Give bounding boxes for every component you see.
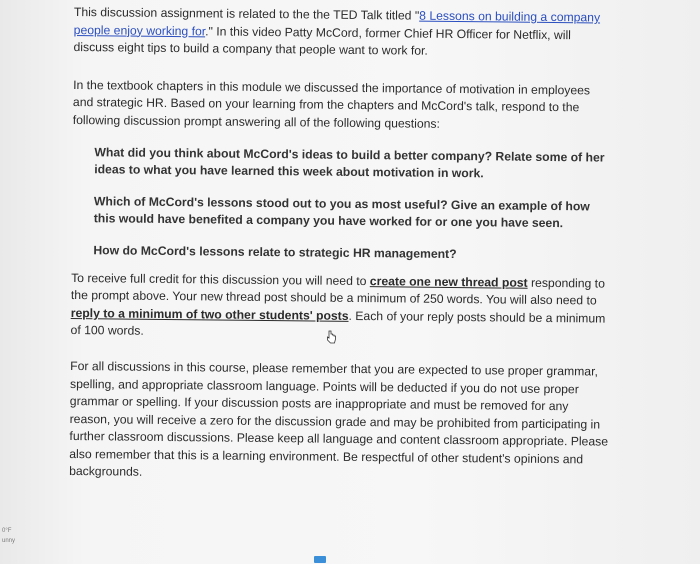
reply-requirement-emphasis: reply to a minimum of two other students' posts	[70, 305, 349, 323]
question-1: What did you think about McCord's ideas to build a better company? Relate some of her ideas to what you have learned this week about motivation in work.	[94, 144, 605, 181]
question-2: Which of McCord's lessons stood out to you as most useful? Give an example of how this would have benefited a company you have worked for or one you have seen.	[93, 193, 590, 231]
module-paragraph: In the textbook chapters in this module we discussed the importance of motivation in employees and strategic HR. Based on your learning from the chapters and McCord's talk, respond to the following discussion prompt answering all of the following questions:	[72, 77, 591, 131]
discussion-content	[69, 4, 614, 487]
intro-text-after: ." In this video Patty McCord, former Chief HR Officer for Netflix, will discuss eight tips to build a company that people want to work for.	[73, 23, 571, 58]
credit-text-3: . Each of your reply posts should be a minimum of 100 words.	[70, 308, 606, 339]
mouse-cursor-icon	[326, 330, 338, 344]
intro-text-before: This discussion assignment is related to the the TED Talk titled "	[73, 4, 420, 23]
taskbar-app-icon[interactable]	[314, 556, 326, 563]
new-thread-emphasis: create one new thread post	[369, 273, 528, 290]
credit-text-1: To receive full credit for this discussion you will need to	[71, 270, 370, 288]
credit-requirements-paragraph	[70, 270, 611, 346]
conduct-paragraph: For all discussions in this course, please remember that you are expected to use proper grammar, spelling, and appropriate classroom language. Points will be deducted if you do not use proper grammar or spelling. If your discussion posts are inappropriate and must be removed for any reason, you will receive a zero for the discussion grade and may be prohibited from participating in further classroom discussions. Please keep all language and content classroom appropriate. Please also remember that this is a learning environment. Be respectful of other student's opinions and backgrounds.	[69, 358, 609, 480]
intro-paragraph	[73, 4, 614, 62]
weather-temperature: 0°F	[2, 528, 12, 534]
question-3: How do McCord's lessons relate to strategic HR management?	[93, 243, 457, 261]
credit-text-2: responding to the prompt above. Your new thread post should be a minimum of 250 words. You will also need to	[70, 275, 605, 308]
ted-talk-link[interactable]: 8 Lessons on building a company people enjoy working for	[73, 8, 601, 38]
weather-condition: unny	[2, 538, 16, 544]
